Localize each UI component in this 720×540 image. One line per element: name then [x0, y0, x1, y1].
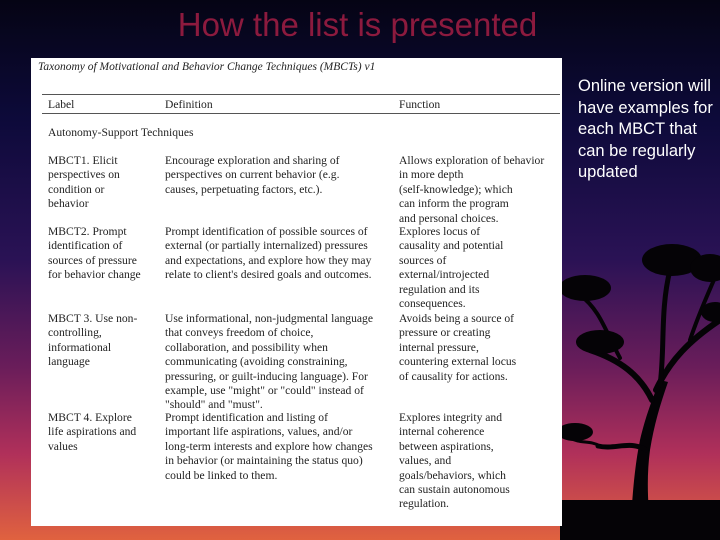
document-image — [31, 58, 562, 526]
header-label: Label — [48, 98, 75, 111]
row-3-label: MBCT 3. Use non- controlling, informational language — [48, 312, 138, 369]
row-4-label: MBCT 4. Explore life aspirations and values — [48, 411, 137, 453]
side-note: Online version will have examples for each MBCT that can be regularly updated — [578, 77, 713, 181]
row-1-definition: Encourage exploration and sharing of perspectives on current behavior (e.g. causes, perpetuating factors, etc.). — [165, 154, 340, 196]
table-header-rule — [42, 113, 560, 114]
slide-title: How the list is presented — [177, 6, 538, 43]
row-3-definition: Use informational, non-judgmental language that conveys freedom of choice, collaboration, and possibility when communicating (avoiding constraining, pressuring, or guilt-inducing language). For example, use "might" or "could" instead of "should" and "must". — [165, 312, 373, 412]
header-definition: Definition — [165, 98, 213, 111]
row-2-definition: Prompt identification of possible sources of external (or partially internalized) pressures and expectations, and explore how they may relate to client's desired goals and outcomes. — [165, 225, 372, 282]
row-3-function: Avoids being a source of pressure or creating internal pressure, countering external locus of causality for actions. — [399, 312, 517, 383]
section-title: Autonomy-Support Techniques — [48, 126, 194, 139]
row-4-definition: Prompt identification and listing of important life aspirations, values, and/or long-term interests and explore how changes in behavior (or maintaining the status quo) could be linked to them. — [165, 411, 373, 482]
document-caption: Taxonomy of Motivational and Behavior Change Techniques (MBCTs) v1 — [38, 61, 376, 73]
row-2-label: MBCT2. Prompt identification of sources of pressure for behavior change — [48, 225, 141, 282]
row-2-function: Explores locus of causality and potential sources of external/introjected regulation and its consequences. — [399, 225, 504, 311]
row-1-label: MBCT1. Elicit perspectives on condition or behavior — [48, 154, 120, 211]
table-top-rule — [42, 94, 560, 95]
row-1-function: Allows exploration of behavior in more depth (self-knowledge); which can inform the program and personal choices. — [399, 154, 545, 225]
tree-silhouette — [560, 200, 720, 540]
row-4-function: Explores integrity and internal coherence between aspirations, values, and goals/behaviors, which can sustain autonomous regulation. — [399, 411, 510, 511]
header-function: Function — [399, 98, 441, 111]
